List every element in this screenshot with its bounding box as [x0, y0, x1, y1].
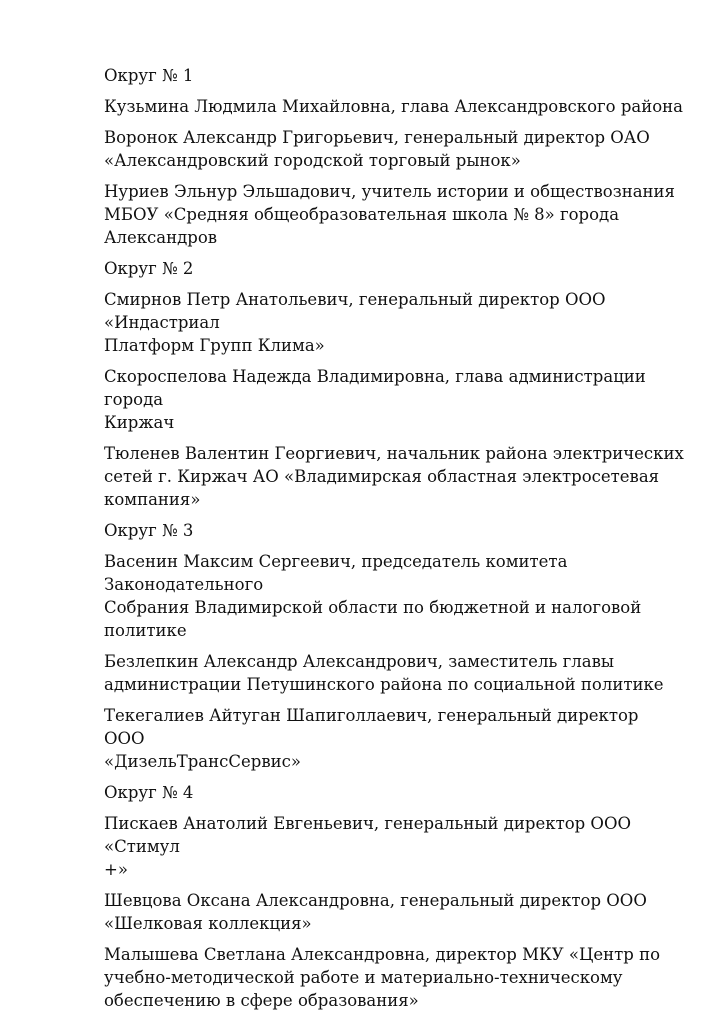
district-heading: Округ № 1 — [104, 66, 194, 85]
member-entry: Текегалиев Айтуган Шапиголлаевич, генеральный директор ООО «ДизельТрансСервис» — [104, 706, 639, 771]
member-entry: Нуриев Эльнур Эльшадович, учитель истории и обществознания МБОУ «Средняя общеобразовательная школа № 8» города Александров — [104, 182, 675, 247]
district-heading: Округ № 3 — [104, 521, 194, 540]
member-entry: Скороспелова Надежда Владимировна, глава администрации города Киржач — [104, 367, 646, 432]
member-entry: Смирнов Петр Анатольевич, генеральный директор ООО «Индастриал Платформ Групп Клима» — [104, 290, 606, 355]
district-heading: Округ № 2 — [104, 259, 194, 278]
member-entry: Кузьмина Людмила Михайловна, глава Александровского района — [104, 97, 684, 116]
member-entry: Шевцова Оксана Александровна, генеральный директор ООО «Шелковая коллекция» — [104, 891, 647, 933]
member-entry: Малышева Светлана Александровна, директор МКУ «Центр по учебно-методической работе и материально-техническому обеспечению в сфере образования» — [104, 945, 661, 1010]
member-entry: Воронок Александр Григорьевич, генеральный директор ОАО «Александровский городской торговый рынок» — [104, 128, 650, 170]
member-entry: Тюленев Валентин Георгиевич, начальник района электрических сетей г. Киржач АО «Владимирская областная электросетевая компания» — [104, 444, 684, 509]
member-entry: Пискаев Анатолий Евгеньевич, генеральный директор ООО «Стимул +» — [104, 814, 632, 879]
member-entry: Васенин Максим Сергеевич, председатель комитета Законодательного Собрания Владимирской области по бюджетной и налоговой политике — [104, 552, 642, 640]
district-heading: Округ № 4 — [104, 783, 194, 802]
document-body — [104, 64, 684, 1020]
member-entry: Безлепкин Александр Александрович, заместитель главы администрации Петушинского района по социальной политике — [104, 652, 664, 694]
